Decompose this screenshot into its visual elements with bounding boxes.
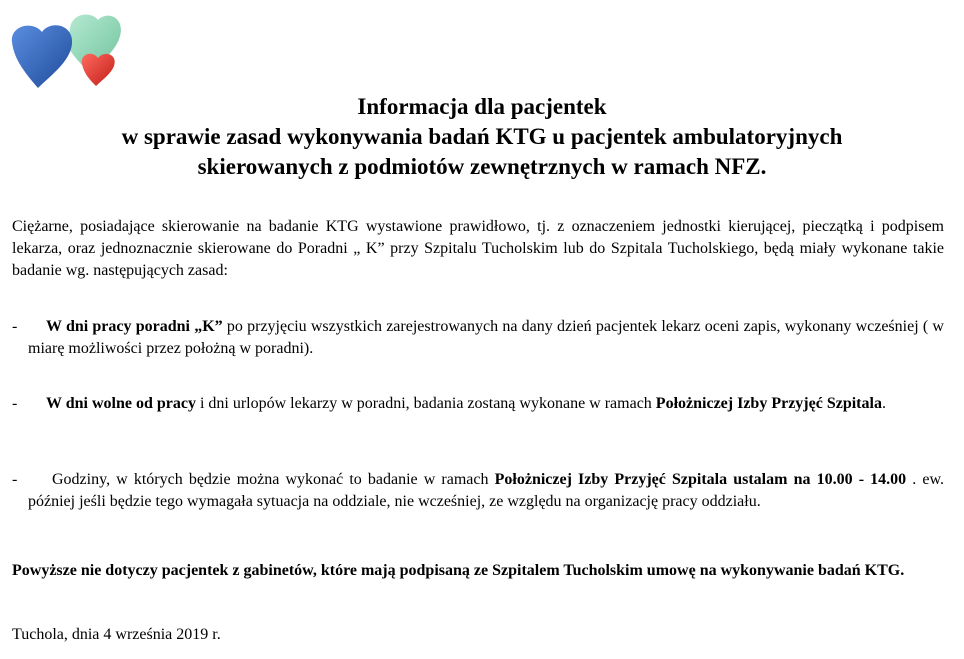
item-text: i dni urlopów lekarzy w poradni, badania zostaną wykonane w ramach — [195, 395, 656, 412]
list-item — [12, 469, 944, 513]
item-text: . — [881, 395, 886, 412]
title-line-1: Informacja dla pacjentek — [357, 94, 607, 119]
title-line-3: skierowanych z podmiotów zewnętrznych w ramach NFZ. — [197, 154, 767, 179]
item-bold-text: W dni pracy poradni „K” — [46, 318, 223, 335]
item-text: po przyjęciu wszystkich zarejestrowanych na dany dzień pacjentek lekarz oceni zapis, wykonany wcześniej ( w miarę możliwości przez położną w poradni). — [28, 318, 944, 357]
item-bold-text: Położniczej Izby Przyjęć Szpitala — [655, 395, 882, 412]
hearts-logo — [10, 12, 125, 92]
item-text: Godziny, w których będzie można wykonać to badanie w ramach — [52, 471, 495, 488]
document-title — [0, 92, 964, 182]
date-line: Tuchola, dnia 4 września 2019 r. — [12, 626, 221, 643]
list-dash: - — [12, 471, 18, 488]
list-item — [12, 316, 944, 360]
list-dash: - — [12, 395, 18, 412]
red-heart-icon — [82, 54, 115, 86]
note-paragraph: Powyższe nie dotyczy pacjentek z gabinetów, które mają podpisaną ze Szpitalem Tucholskim umowę na wykonywanie badań KTG. — [12, 562, 905, 579]
intro-paragraph: Ciężarne, posiadające skierowanie na badanie KTG wystawione prawidłowo, tj. z oznaczeniem jednostki kierującej, pieczątką i podpisem lekarza, oraz jednoznacznie skierowane do Poradni „ K” przy Szpitalu Tucholskim lub do Szpitala Tucholskiego, będą miały wykonane takie badanie wg. następujących zasad: — [12, 218, 944, 279]
item-bold-text: W dni wolne od pracy — [46, 395, 196, 412]
blue-heart-icon — [12, 25, 72, 88]
item-bold-text: Położniczej Izby Przyjęć Szpitala ustalam na 10.00 - 14.00 — [494, 471, 907, 488]
title-line-2: w sprawie zasad wykonywania badań KTG u pacjentek ambulatoryjnych — [121, 124, 843, 149]
list-dash: - — [12, 318, 18, 335]
list-item — [12, 393, 944, 415]
item-text: . ew. później jeśli będzie tego wymagała sytuacja na oddziale, nie wcześniej, ze względu na organizację pracy oddziału. — [28, 471, 944, 510]
